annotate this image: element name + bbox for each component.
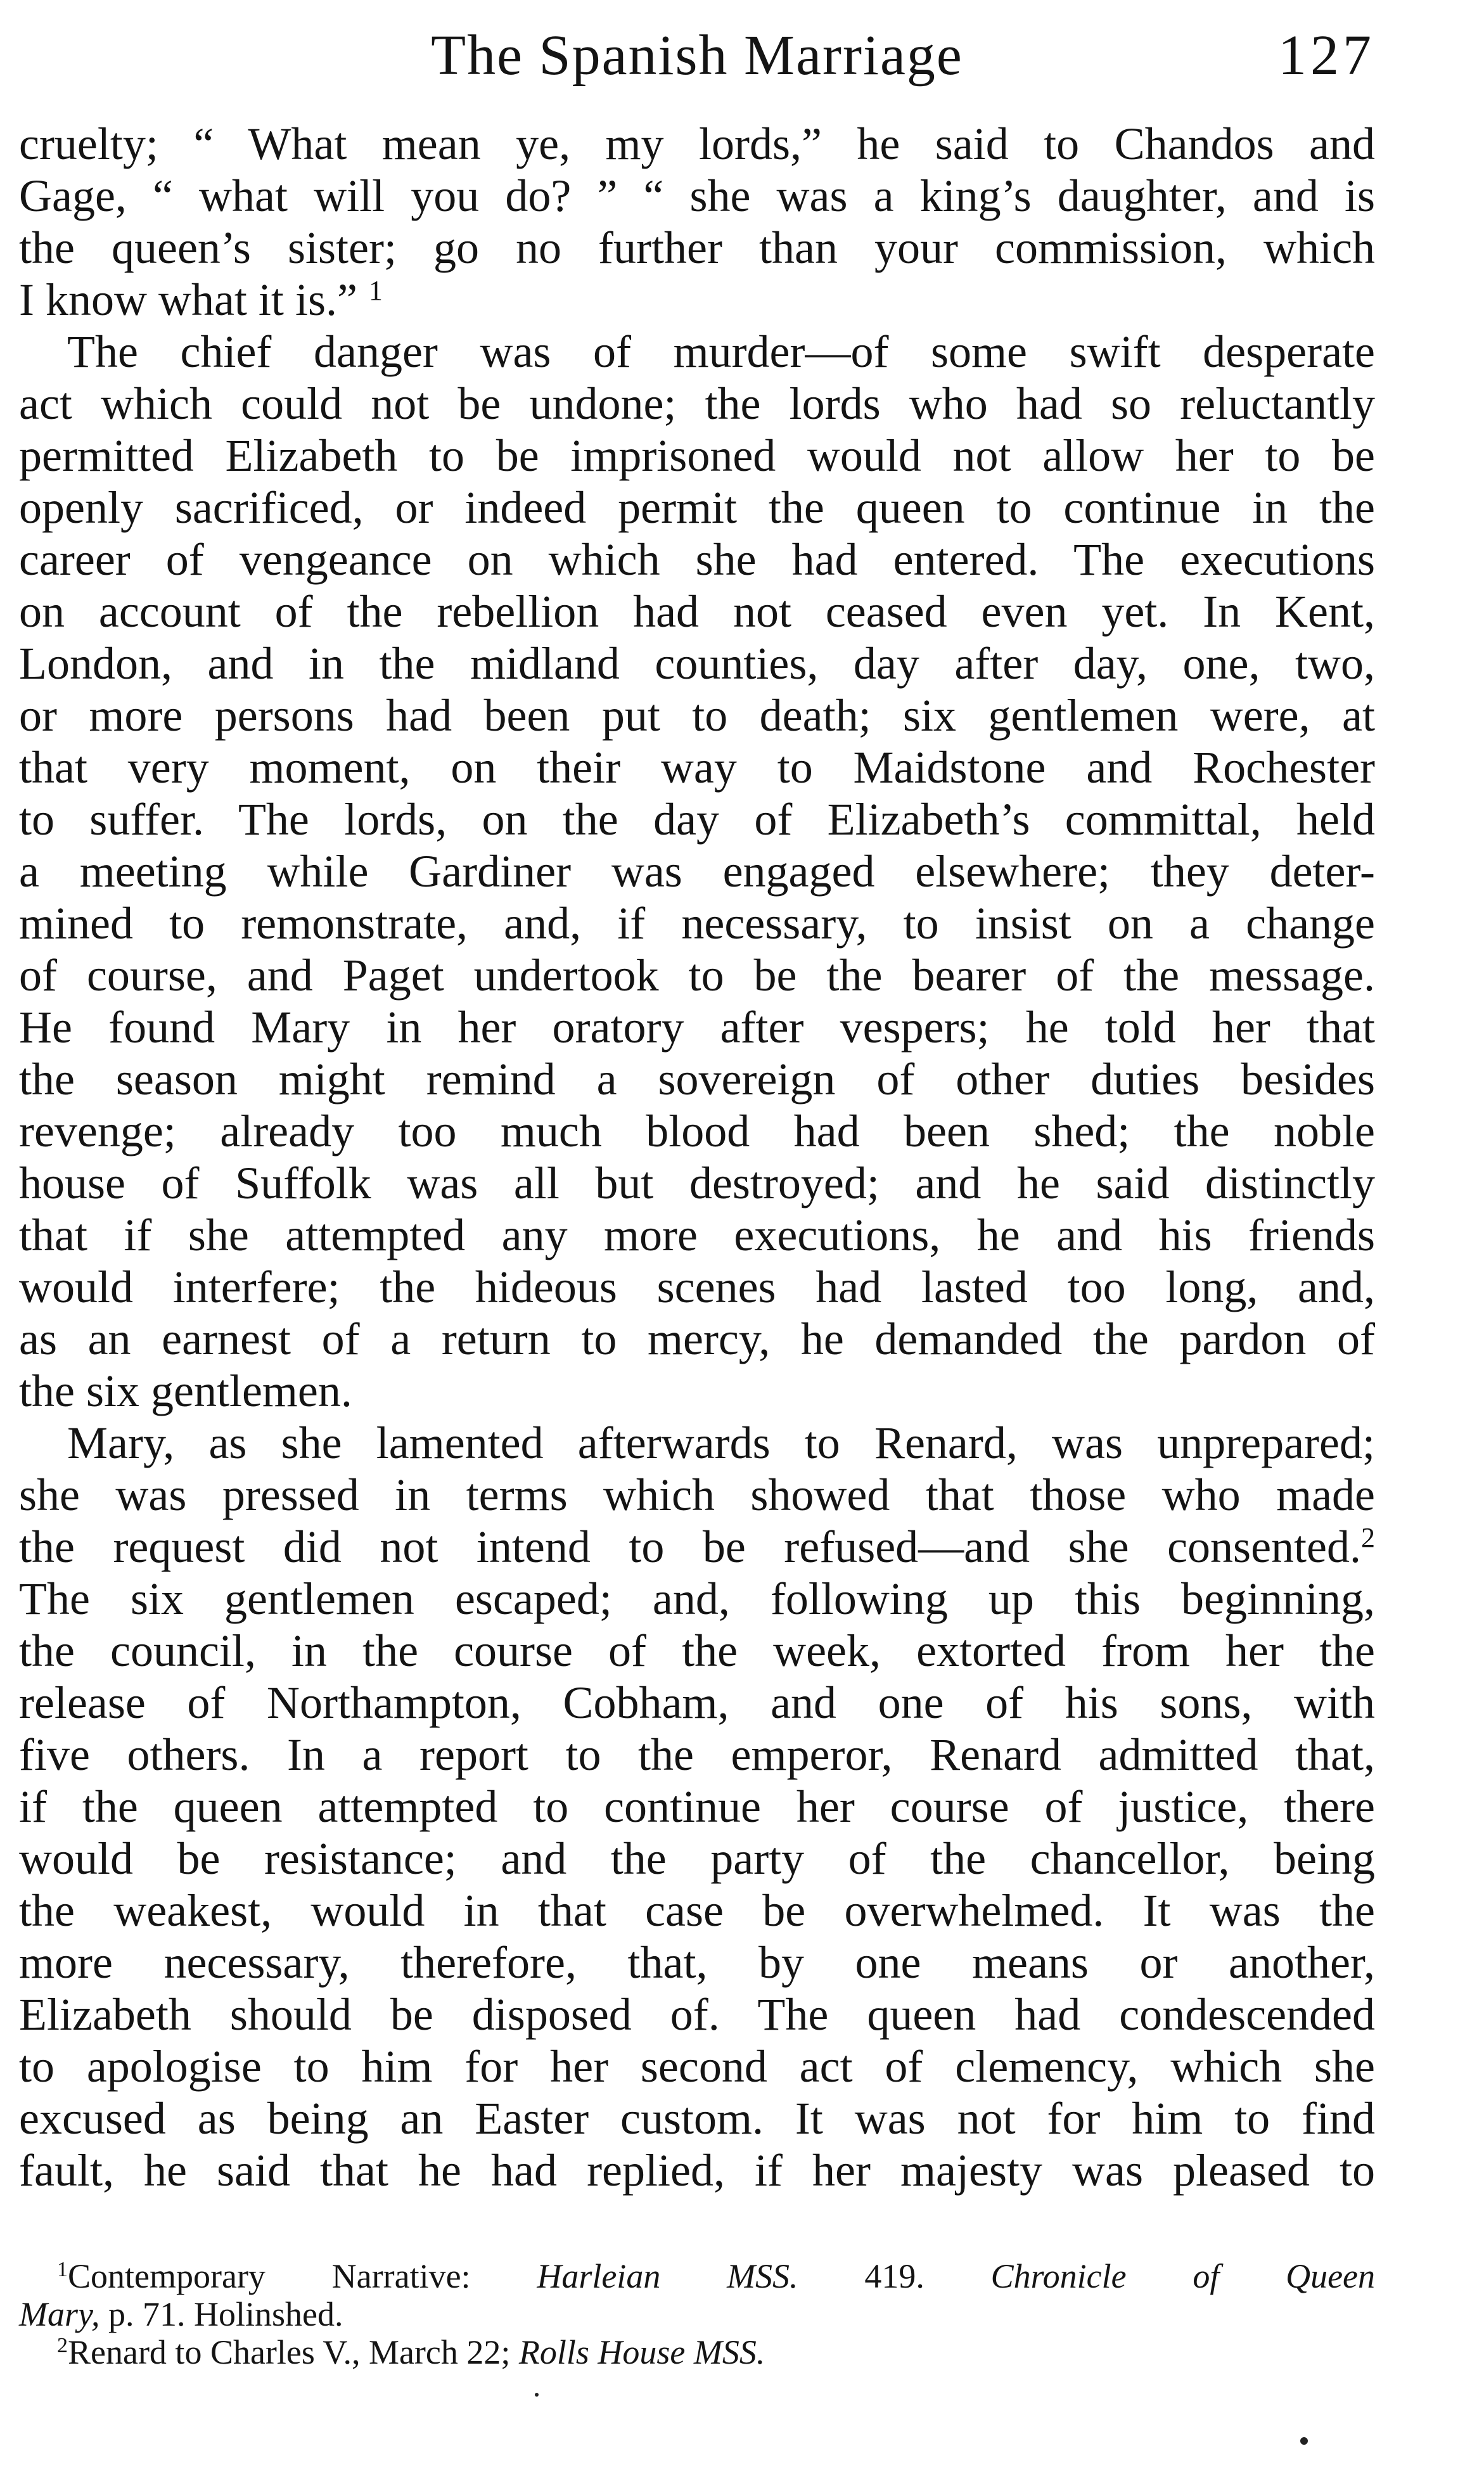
footnote-source: Mary, — [19, 2295, 100, 2333]
text-line: more necessary, therefore, that, by one means or another, — [19, 1937, 1375, 1988]
text-line: revenge; already too much blood had been shed; the noble — [19, 1106, 1375, 1156]
text-line: permitted Elizabeth to be imprisoned would not allow her to be — [19, 430, 1375, 481]
text-line: career of vengeance on which she had entered. The executions — [19, 534, 1375, 585]
text-line: act which could not be undone; the lords who had so reluctantly — [19, 378, 1375, 429]
text-line: a meeting while Gardiner was engaged elsewhere; they deter- — [19, 846, 1375, 897]
text-line: fault, he said that he had replied, if her majesty was pleased to — [19, 2145, 1375, 2196]
footnote-reference: 2 — [1361, 1522, 1375, 1553]
text-line: openly sacrificed, or indeed permit the queen to continue in the — [19, 482, 1375, 533]
text-line: cruelty; “ What mean ye, my lords,” he said to Chandos and — [19, 118, 1375, 169]
print-speck — [535, 2393, 539, 2397]
text-line: on account of the rebellion had not ceased even yet. In Kent, — [19, 586, 1375, 637]
paragraph-first-line: Mary, as she lamented afterwards to Renard, was unprepared; — [67, 1418, 1375, 1468]
running-title: The Spanish Marriage — [431, 24, 963, 87]
text-line: the queen’s sister; go no further than your commission, which — [19, 222, 1375, 273]
text-line: the season might remind a sovereign of other duties besides — [19, 1054, 1375, 1105]
text-line: would interfere; the hideous scenes had lasted too long, and, — [19, 1262, 1375, 1312]
footnote-text: 419. — [798, 2257, 991, 2295]
text-line: He found Mary in her oratory after vespers; he told her that — [19, 1002, 1375, 1053]
text-line: that very moment, on their way to Maidstone and Rochester — [19, 742, 1375, 793]
text-line: release of Northampton, Cobham, and one of his sons, with — [19, 1677, 1375, 1728]
text-line-content: the request did not intend to be refused—and she consented. — [19, 1521, 1361, 1572]
footnote-source: Harleian MSS. — [537, 2257, 798, 2295]
text-line: as an earnest of a return to mercy, he demanded the pardon of — [19, 1314, 1375, 1364]
footnote-text: Contemporary Narrative: — [68, 2257, 537, 2295]
print-speck — [1300, 2437, 1308, 2445]
text-line-content: I know what it is.” — [19, 274, 357, 325]
footnote-1 — [19, 2257, 1375, 2295]
text-line: or more persons had been put to death; six gentlemen were, at — [19, 690, 1375, 741]
footnote-marker: 2 — [57, 2334, 68, 2357]
footnote-source: Rolls House MSS. — [518, 2333, 765, 2371]
page-number: 127 — [1278, 24, 1375, 87]
text-line: mined to remonstrate, and, if necessary, to insist on a change — [19, 898, 1375, 949]
text-line: London, and in the midland counties, day after day, one, two, — [19, 638, 1375, 689]
page-header — [19, 18, 1375, 94]
footnote-text: Renard to Charles V., March 22; — [68, 2333, 519, 2371]
text-line: Elizabeth should be disposed of. The queen had condescended — [19, 1989, 1375, 2040]
text-line: to apologise to him for her second act of clemency, which she — [19, 2041, 1375, 2092]
text-line: if the queen attempted to continue her course of justice, there — [19, 1781, 1375, 1832]
text-line: the council, in the course of the week, extorted from her the — [19, 1625, 1375, 1676]
footnote-2 — [19, 2333, 1375, 2371]
footnote-source: Chronicle of Queen — [990, 2257, 1376, 2295]
footnote-marker: 1 — [57, 2258, 68, 2281]
paragraph-first-line: The chief danger was of murder—of some swift desperate — [67, 326, 1375, 377]
text-line: to suffer. The lords, on the day of Elizabeth’s committal, held — [19, 794, 1375, 845]
text-line: Gage, “ what will you do? ” “ she was a king’s daughter, and is — [19, 170, 1375, 221]
text-line: of course, and Paget undertook to be the bearer of the message. — [19, 950, 1375, 1001]
footnote-text: p. 71. Holinshed. — [99, 2295, 343, 2333]
footnotes — [19, 2257, 1375, 2371]
text-line: the six gentlemen. — [19, 1366, 352, 1416]
text-line: the weakest, would in that case be overwhelmed. It was the — [19, 1885, 1375, 1936]
text-line: that if she attempted any more executions, he and his friends — [19, 1210, 1375, 1260]
footnote-reference: 1 — [368, 275, 383, 306]
text-line: five others. In a report to the emperor, Renard admitted that, — [19, 1729, 1375, 1780]
text-line — [19, 1521, 1375, 1573]
text-line — [19, 274, 1375, 326]
text-line: would be resistance; and the party of the chancellor, being — [19, 1833, 1375, 1884]
footnote-1-continued — [19, 2295, 1375, 2333]
body-text — [19, 118, 1375, 2196]
text-line: house of Suffolk was all but destroyed; and he said distinctly — [19, 1158, 1375, 1208]
text-line: she was pressed in terms which showed that those who made — [19, 1470, 1375, 1520]
text-line: The six gentlemen escaped; and, following up this beginning, — [19, 1573, 1375, 1624]
text-line: excused as being an Easter custom. It was not for him to find — [19, 2093, 1375, 2144]
